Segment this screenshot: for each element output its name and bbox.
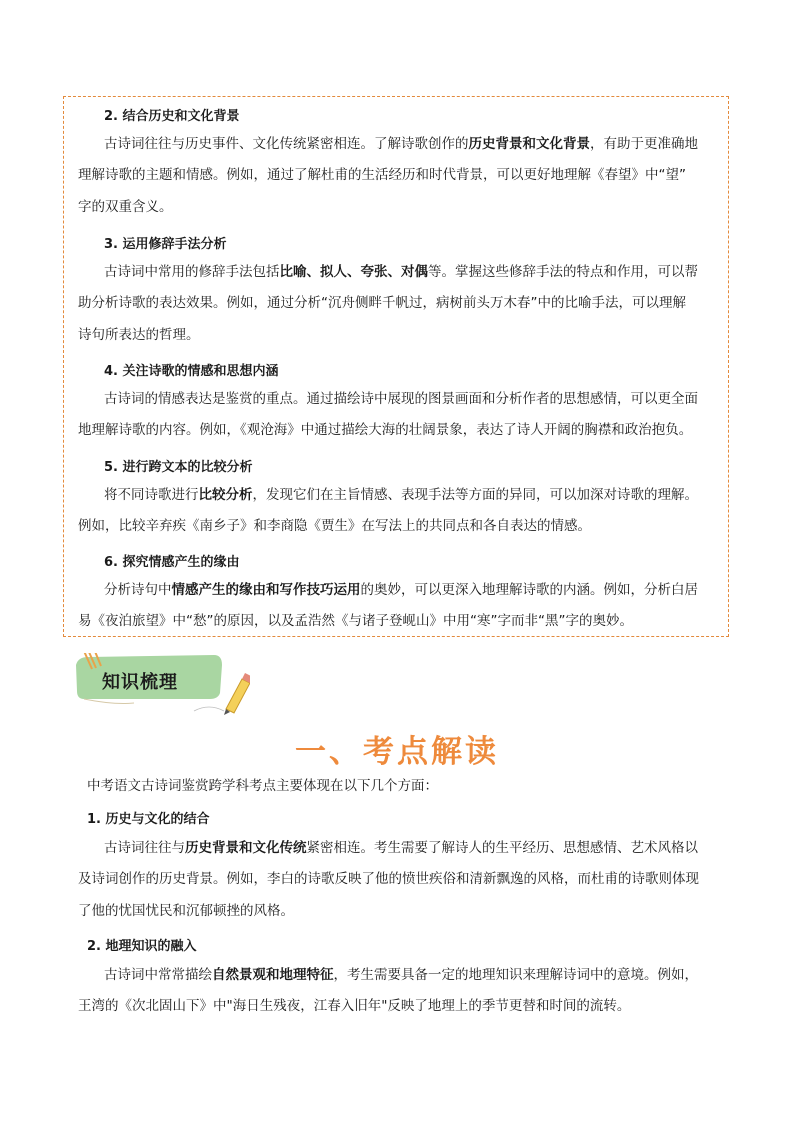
- section-2-line-1: 古诗词往往与历史事件、文化传统紧密相连。了解诗歌创作的历史背景和文化背景，有助于更准确地: [104, 136, 698, 152]
- main-1-line-1: 古诗词往往与历史背景和文化传统紧密相连。考生需要了解诗人的生平经历、思想感情、艺术风格以: [104, 840, 698, 856]
- main-heading-1: 1. 历史与文化的结合: [87, 812, 210, 827]
- section-3-line-1: 古诗词中常用的修辞手法包括比喻、拟人、夸张、对偶等。掌握这些修辞手法的特点和作用，可以帮: [104, 264, 698, 280]
- main-1-line-2: 及诗词创作的历史背景。例如，李白的诗歌反映了他的愤世疾俗和清新飘逸的风格，而杜甫的诗歌则体现: [78, 871, 699, 887]
- section-5-line-2: 例如，比较辛弃疾《南乡子》和李商隐《贾生》在写法上的共同点和各自表达的情感。: [78, 518, 591, 534]
- section-2-line-3: 字的双重含义。: [78, 199, 173, 215]
- page-title: 一、考点解读: [295, 734, 499, 770]
- main-2-line-2: 王湾的《次北固山下》中"海日生残夜，江春入旧年"反映了地理上的季节更替和时间的流转。: [78, 998, 631, 1014]
- pencil-icon: [224, 673, 250, 715]
- section-4-line-1: 古诗词的情感表达是鉴赏的重点。通过描绘诗中展现的图景画面和分析作者的思想感情，可以更全面: [104, 391, 698, 407]
- section-heading-6: 6. 探究情感产生的缘由: [104, 555, 240, 570]
- section-3-line-2: 助分析诗歌的表达效果。例如，通过分析“沉舟侧畔千帆过，病树前头万木春”中的比喻手法，可以理解: [78, 295, 686, 311]
- section-6-line-1: 分析诗句中情感产生的缘由和写作技巧运用的奥妙，可以更深入地理解诗歌的内涵。例如，分析白居: [104, 582, 698, 598]
- intro-text: 中考语文古诗词鉴赏跨学科考点主要体现在以下几个方面：: [87, 778, 438, 794]
- section-heading-4: 4. 关注诗歌的情感和思想内涵: [104, 364, 279, 379]
- section-6-line-2: 易《夜泊旅望》中“愁”的原因，以及孟浩然《与诸子登岘山》中用“寒”字而非“黑”字的奥妙。: [78, 613, 633, 629]
- section-heading-3: 3. 运用修辞手法分析: [104, 237, 227, 252]
- section-heading-5: 5. 进行跨文本的比较分析: [104, 460, 253, 475]
- section-2-line-2: 理解诗歌的主题和情感。例如，通过了解杜甫的生活经历和时代背景，可以更好地理解《春望》中“望”: [78, 167, 686, 183]
- section-5-line-1: 将不同诗歌进行比较分析，发现它们在主旨情感、表现手法等方面的异同，可以加深对诗歌的理解。: [104, 487, 698, 503]
- section-heading-2: 2. 结合历史和文化背景: [104, 109, 240, 124]
- main-2-line-1: 古诗词中常常描绘自然景观和地理特征，考生需要具备一定的地理知识来理解诗词中的意境。例如，: [104, 967, 698, 983]
- main-heading-2: 2. 地理知识的融入: [87, 939, 197, 954]
- section-4-line-2: 地理解诗歌的内容。例如，《观沧海》中通过描绘大海的壮阔景象，表达了诗人开阔的胸襟和政治抱负。: [78, 422, 693, 438]
- banner-label: 知识梳理: [102, 672, 178, 693]
- section-3-line-3: 诗句所表达的哲理。: [78, 327, 200, 343]
- main-1-line-3: 了他的忧国忧民和沉郁顿挫的风格。: [78, 903, 294, 919]
